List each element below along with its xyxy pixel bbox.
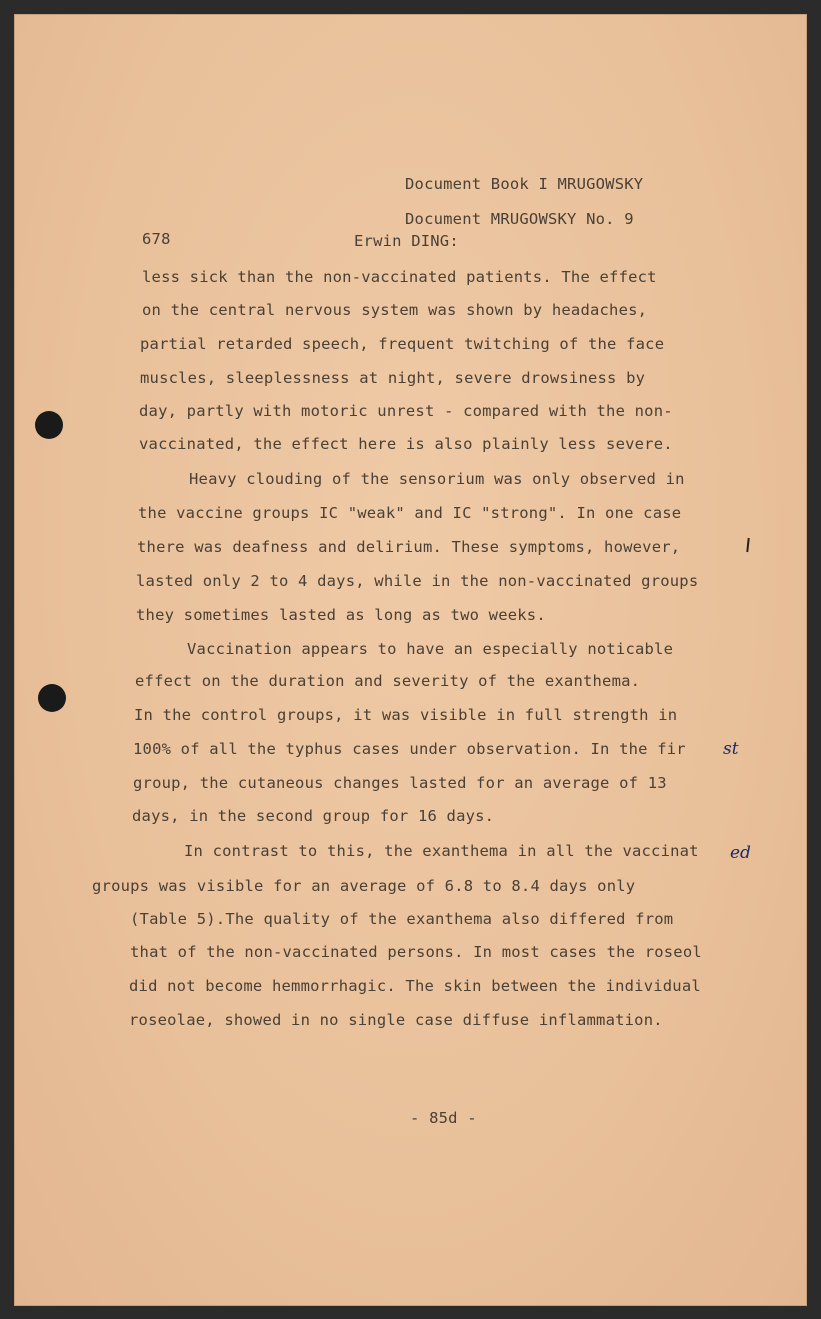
body-line: on the central nervous system was shown by headaches, [142, 301, 648, 319]
body-line: vaccinated, the effect here is also plainly less severe. [139, 435, 673, 453]
body-line: 100% of all the typhus cases under observation. In the fir [133, 740, 686, 758]
punch-hole-top [35, 411, 63, 439]
body-line: group, the cutaneous changes lasted for an average of 13 [133, 774, 667, 792]
margin-tick-mark [746, 538, 749, 552]
body-line: roseolae, showed in no single case diffuse inflammation. [129, 1011, 663, 1029]
handwritten-ed: ed [730, 843, 751, 863]
doc-book-heading: Document Book I MRUGOWSKY [405, 175, 644, 193]
body-line: that of the non-vaccinated persons. In most cases the roseol [130, 943, 702, 961]
document-page [14, 14, 807, 1306]
body-line: In contrast to this, the exanthema in all the vaccinat [184, 842, 699, 860]
doc-number-heading: Document MRUGOWSKY No. 9 [405, 210, 634, 228]
body-line: day, partly with motoric unrest - compared with the non- [139, 402, 673, 420]
body-line: muscles, sleeplessness at night, severe drowsiness by [140, 369, 646, 387]
punch-hole-bottom [38, 684, 66, 712]
author-name: Erwin DING: [354, 232, 459, 250]
body-line: In the control groups, it was visible in full strength in [134, 706, 678, 724]
body-line: Vaccination appears to have an especially noticable [187, 640, 674, 658]
body-line: effect on the duration and severity of the exanthema. [135, 672, 641, 690]
body-line: did not become hemmorrhagic. The skin between the individual [129, 977, 701, 995]
body-line: they sometimes lasted as long as two weeks. [136, 606, 546, 624]
body-line: lasted only 2 to 4 days, while in the non-vaccinated groups [136, 572, 699, 590]
body-line: partial retarded speech, frequent twitching of the face [140, 335, 665, 353]
body-line: there was deafness and delirium. These symptoms, however, [137, 538, 681, 556]
body-line: days, in the second group for 16 days. [132, 807, 495, 825]
handwritten-st: st [723, 739, 739, 759]
body-line: Heavy clouding of the sensorium was only observed in [189, 470, 685, 488]
page-number: - 85d - [410, 1109, 477, 1127]
body-line: (Table 5).The quality of the exanthema also differed from [130, 910, 674, 928]
body-line: groups was visible for an average of 6.8 to 8.4 days only [92, 877, 636, 895]
body-line: the vaccine groups IC "weak" and IC "strong". In one case [138, 504, 682, 522]
page-reference: 678 [142, 230, 171, 248]
body-line: less sick than the non-vaccinated patients. The effect [142, 268, 657, 286]
